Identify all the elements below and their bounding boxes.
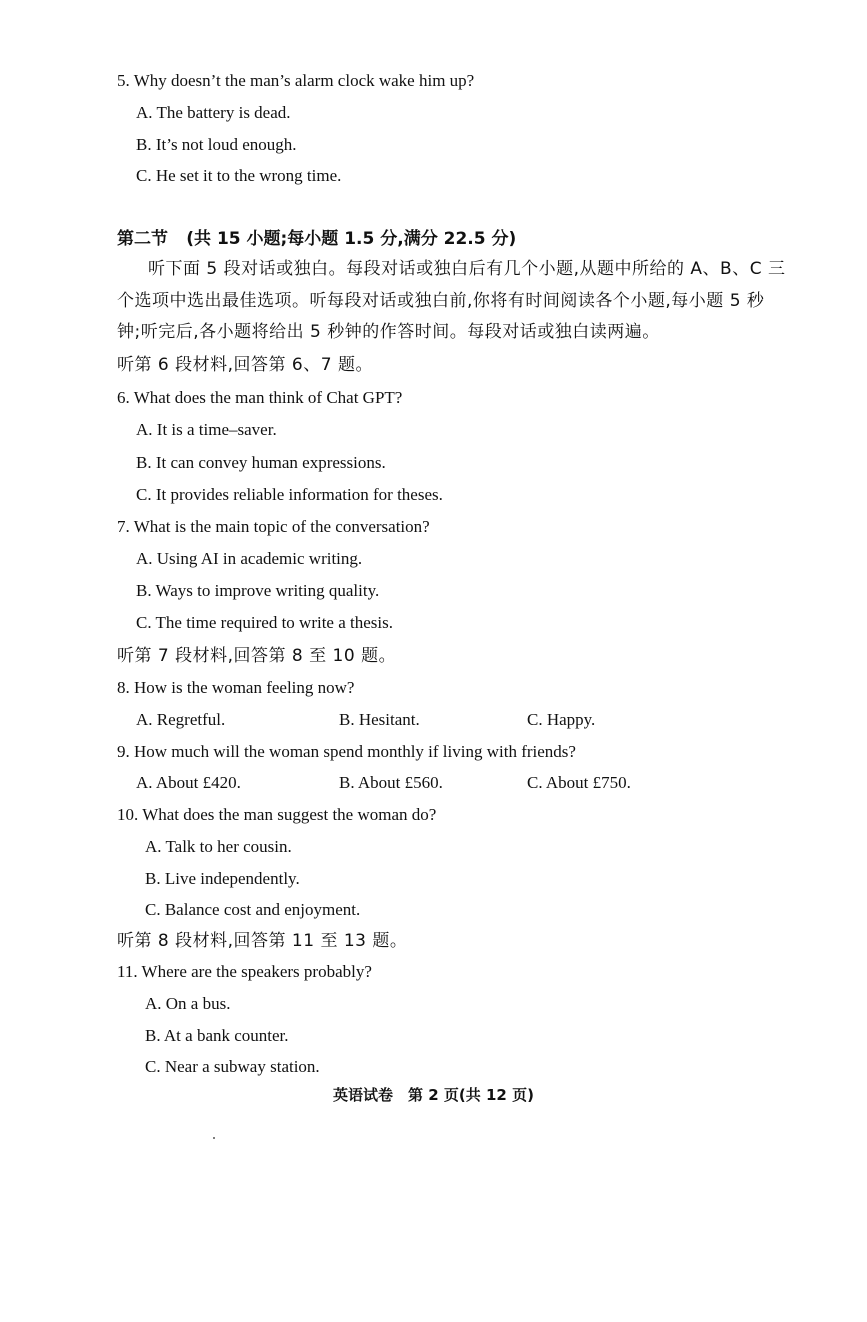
question-7: 7. What is the main topic of the conversation? [117,517,430,536]
question-8: 8. How is the woman feeling now? [117,678,355,697]
section-2-heading [117,228,516,250]
material-6-note: 听第 6 段材料,回答第 6、7 题。 [117,355,373,375]
page-footer: 英语试卷 第 2 页(共 12 页) [333,1086,534,1104]
section-2-score-note: (共 15 小题;每小题 1.5 分,满分 22.5 分) [186,229,517,249]
scan-speck [213,1137,215,1139]
q5-option-c: C. He set it to the wrong time. [136,166,342,185]
q5-option-b: B. It’s not loud enough. [136,135,297,154]
q10-option-c: C. Balance cost and enjoyment. [145,900,361,919]
q8-option-b: B. Hesitant. [339,710,420,729]
question-6: 6. What does the man think of Chat GPT? [117,388,403,407]
q10-option-a: A. Talk to her cousin. [145,837,292,856]
q11-option-b: B. At a bank counter. [145,1026,289,1045]
material-8-note: 听第 8 段材料,回答第 11 至 13 题。 [117,931,408,951]
q6-option-c: C. It provides reliable information for theses. [136,485,443,504]
q6-option-a: A. It is a time–saver. [136,420,277,439]
q7-option-b: B. Ways to improve writing quality. [136,581,380,600]
question-10: 10. What does the man suggest the woman do? [117,805,437,824]
material-7-note: 听第 7 段材料,回答第 8 至 10 题。 [117,646,397,666]
instructions-line-3: 钟;听完后,各小题将给出 5 秒钟的作答时间。每段对话或独白读两遍。 [117,322,660,342]
q8-option-a: A. Regretful. [136,710,226,729]
q8-option-c: C. Happy. [527,710,596,729]
q9-option-a: A. About £420. [136,773,241,792]
q9-option-c: C. About £750. [527,773,631,792]
q11-option-c: C. Near a subway station. [145,1057,320,1076]
q7-option-a: A. Using AI in academic writing. [136,549,363,568]
q5-option-a: A. The battery is dead. [136,103,291,122]
instructions-line-2: 个选项中选出最佳选项。听每段对话或独白前,你将有时间阅读各个小题,每小题 5 秒 [117,291,765,311]
instructions-line-1: 听下面 5 段对话或独白。每段对话或独白后有几个小题,从题中所给的 A、B、C 三 [148,259,786,279]
question-5: 5. Why doesn’t the man’s alarm clock wake him up? [117,71,475,90]
question-9: 9. How much will the woman spend monthly if living with friends? [117,742,576,761]
question-11: 11. Where are the speakers probably? [117,962,372,981]
q6-option-b: B. It can convey human expressions. [136,453,386,472]
section-2-title: 第二节 [117,229,168,249]
q9-option-b: B. About £560. [339,773,443,792]
q11-option-a: A. On a bus. [145,994,231,1013]
q7-option-c: C. The time required to write a thesis. [136,613,393,632]
q10-option-b: B. Live independently. [145,869,300,888]
